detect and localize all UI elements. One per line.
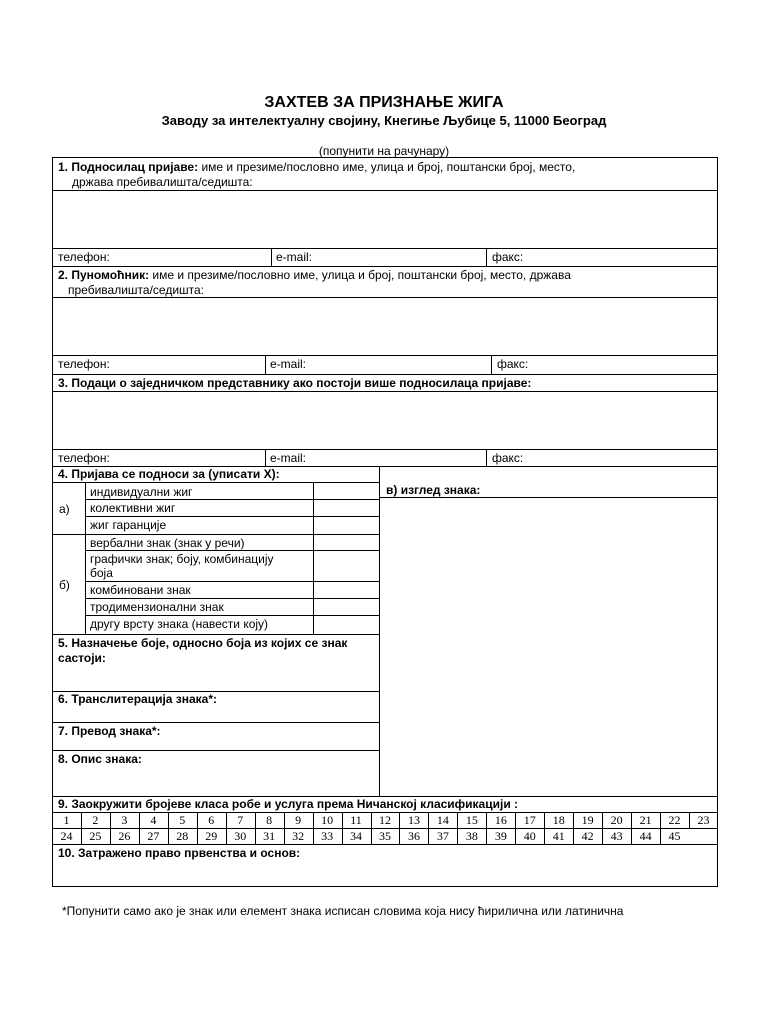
representative-email-label: e-mail: [270, 451, 307, 465]
section9-heading: 9. Заокружити бројеве класа робе и услуга према Ничанској класификацији : [58, 797, 519, 811]
checkbox-other-sign[interactable] [314, 616, 378, 633]
class-number-cell[interactable]: 35 [378, 829, 391, 843]
class-number-cell[interactable]: 11 [350, 813, 362, 827]
section8-heading: 8. Опис знака: [58, 752, 142, 766]
class-number-cell[interactable]: 27 [147, 829, 160, 843]
section1-heading-cont: држава пребивалишта/седишта: [72, 175, 253, 189]
option-verbal-sign: вербални знак (знак у речи) [90, 536, 245, 550]
option-3d-sign: тродимензионални знак [90, 600, 224, 614]
class-number-cell[interactable]: 20 [610, 813, 623, 827]
class-number-cell[interactable]: 15 [465, 813, 478, 827]
class-number-cell[interactable]: 24 [60, 829, 73, 843]
description-field[interactable] [53, 767, 378, 795]
group-b-label: б) [59, 578, 70, 592]
applicant-field[interactable] [53, 191, 717, 248]
checkbox-graphic-sign[interactable] [314, 551, 378, 580]
class-number-cell[interactable]: 16 [494, 813, 507, 827]
section2-heading: 2. Пуномоћник: име и презиме/пословно име, улица и број, поштански број, место, држава [58, 268, 571, 282]
class-number-cell[interactable]: 17 [523, 813, 536, 827]
class-number-cell[interactable]: 2 [92, 813, 99, 827]
page-subtitle: Заводу за интелектуалну својину, Кнегиње Љубице 5, 11000 Београд [161, 113, 607, 128]
class-number-cell[interactable]: 4 [150, 813, 157, 827]
page-title: ЗАХТЕВ ЗА ПРИЗНАЊЕ ЖИГА [264, 94, 504, 111]
class-number-cell[interactable]: 43 [610, 829, 623, 843]
checkbox-3d-sign[interactable] [314, 599, 378, 614]
checkbox-verbal-sign[interactable] [314, 535, 378, 549]
group-a-label: а) [59, 502, 70, 516]
class-number-cell[interactable]: 14 [436, 813, 449, 827]
attorney-field[interactable] [53, 298, 717, 355]
appearance-field[interactable] [380, 498, 717, 795]
class-number-cell[interactable]: 34 [350, 829, 363, 843]
class-number-cell[interactable]: 3 [121, 813, 128, 827]
class-number-cell[interactable]: 21 [639, 813, 652, 827]
class-number-cell[interactable]: 33 [321, 829, 334, 843]
priority-field[interactable] [53, 861, 717, 886]
class-number-cell[interactable]: 26 [118, 829, 131, 843]
section2-heading-cont: пребивалишта/седишта: [68, 283, 205, 297]
class-number-cell[interactable]: 7 [237, 813, 244, 827]
class-number-cell[interactable]: 30 [234, 829, 247, 843]
option-combined-sign: комбиновани знак [90, 583, 191, 597]
class-number-cell[interactable]: 22 [668, 813, 681, 827]
checkbox-collective-mark[interactable] [314, 500, 378, 516]
attorney-phone-label: телефон: [58, 357, 110, 371]
class-number-cell[interactable]: 39 [494, 829, 507, 843]
section4-heading: 4. Пријава се подноси за (уписати X): [58, 467, 280, 481]
checkbox-combined-sign[interactable] [314, 582, 378, 597]
class-number-cell[interactable]: 36 [407, 829, 420, 843]
applicant-phone-label: телефон: [58, 250, 110, 264]
class-number-cell[interactable]: 32 [292, 829, 305, 843]
class-number-cell[interactable]: 31 [263, 829, 276, 843]
representative-fax-label: факс: [492, 451, 524, 465]
translation-field[interactable] [53, 739, 378, 749]
class-number-cell[interactable]: 29 [205, 829, 218, 843]
option-individual-mark: индивидуални жиг [90, 485, 193, 499]
representative-phone-label: телефон: [58, 451, 110, 465]
class-number-cell[interactable]: 38 [465, 829, 478, 843]
class-number-cell[interactable]: 23 [697, 813, 710, 827]
section5-heading-cont: састоји: [58, 651, 106, 665]
class-number-cell[interactable]: 44 [639, 829, 652, 843]
class-number-cell[interactable]: 5 [179, 813, 186, 827]
applicant-email-label: e-mail: [276, 250, 313, 264]
class-number-cell[interactable]: 41 [552, 829, 565, 843]
class-number-cell[interactable]: 9 [295, 813, 302, 827]
color-field[interactable] [53, 666, 378, 690]
applicant-fax-label: факс: [492, 250, 524, 264]
checkbox-individual-mark[interactable] [314, 483, 378, 499]
representative-field[interactable] [53, 392, 717, 449]
fill-note: (попунити на рачунару) [318, 144, 450, 158]
transliteration-field[interactable] [53, 707, 378, 721]
option-graphic-sign: графички знак; боју, комбинацију [90, 552, 274, 566]
attorney-email-label: e-mail: [270, 357, 307, 371]
option-guarantee-mark: жиг гаранције [90, 518, 167, 532]
class-number-cell[interactable]: 19 [581, 813, 594, 827]
appearance-label: в) изглед знака: [386, 483, 481, 497]
class-number-cell[interactable]: 1 [63, 813, 70, 827]
option-graphic-sign-cont: боја [90, 566, 113, 580]
section5-heading: 5. Назначење боје, односно боја из којих се знак [58, 636, 348, 650]
class-number-cell[interactable]: 40 [523, 829, 536, 843]
class-number-cell[interactable]: 28 [176, 829, 189, 843]
class-number-cell[interactable]: 25 [89, 829, 102, 843]
section6-heading: 6. Транслитерација знака*: [58, 692, 218, 706]
option-other-sign: другу врсту знака (навести коју) [90, 617, 269, 631]
footnote: *Попунити само ако је знак или елемент знака исписан словима која нису ћирилична или латинична [62, 904, 624, 918]
option-collective-mark: колективни жиг [90, 501, 176, 515]
class-number-cell[interactable]: 13 [407, 813, 420, 827]
section3-heading: 3. Подаци о заједничком представнику ако постоји више подносилаца пријаве: [58, 376, 532, 390]
class-number-cell[interactable]: 45 [668, 829, 681, 843]
section10-heading: 10. Затражено право првенства и основ: [58, 846, 301, 860]
class-number-cell[interactable]: 42 [581, 829, 594, 843]
class-number-cell[interactable]: 8 [266, 813, 273, 827]
section7-heading: 7. Превод знака*: [58, 724, 161, 738]
class-number-cell[interactable]: 12 [378, 813, 391, 827]
attorney-fax-label: факс: [497, 357, 529, 371]
class-number-cell[interactable]: 6 [208, 813, 215, 827]
class-number-cell[interactable]: 37 [436, 829, 449, 843]
section1-heading: 1. Подносилац пријаве: име и презиме/пословно име, улица и број, поштански број, место, [58, 160, 576, 174]
class-number-cell[interactable]: 10 [321, 813, 334, 827]
class-number-cell[interactable]: 18 [552, 813, 565, 827]
checkbox-guarantee-mark[interactable] [314, 517, 378, 533]
